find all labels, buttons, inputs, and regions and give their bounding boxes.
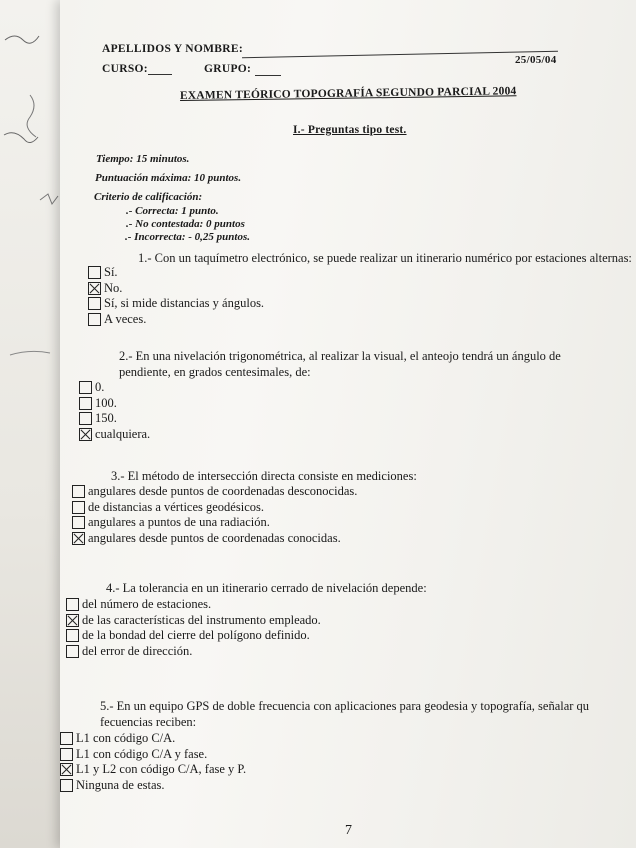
checkbox[interactable] xyxy=(60,748,73,761)
question-2-text-cont: pendiente, en grados centesimales, de: xyxy=(119,365,311,379)
exam-date: 25/05/04 xyxy=(515,54,557,66)
checkbox[interactable] xyxy=(79,381,92,394)
exam-sheet xyxy=(60,0,636,848)
question-1-option-2[interactable]: No. xyxy=(88,281,264,297)
question-5-options xyxy=(60,731,246,793)
course-label: CURSO: xyxy=(102,63,148,75)
checkbox[interactable] xyxy=(79,412,92,425)
checkbox[interactable] xyxy=(72,501,85,514)
checkbox[interactable] xyxy=(66,598,79,611)
checkbox-checked[interactable] xyxy=(72,532,85,545)
criteria-wrong: .- Incorrecta: - 0,25 puntos. xyxy=(125,231,250,243)
question-1-options xyxy=(88,265,264,327)
checkbox-checked[interactable] xyxy=(66,614,79,627)
question-4-option-3[interactable]: de la bondad del cierre del polígono definido. xyxy=(66,628,321,644)
question-5-option-4[interactable]: Ninguna de estas. xyxy=(60,778,246,794)
section-title: I.- Preguntas tipo test. xyxy=(293,124,407,136)
checkbox-checked[interactable] xyxy=(60,763,73,776)
time-limit: Tiempo: 15 minutos. xyxy=(96,153,190,165)
question-1-option-4[interactable]: A veces. xyxy=(88,312,264,328)
question-2-option-2[interactable]: 100. xyxy=(79,396,150,412)
checkbox[interactable] xyxy=(66,629,79,642)
name-line xyxy=(242,51,558,59)
page-number: 7 xyxy=(345,823,352,838)
checkbox[interactable] xyxy=(88,266,101,279)
criteria-blank: .- No contestada: 0 puntos xyxy=(126,218,245,230)
checkbox-checked[interactable] xyxy=(79,428,92,441)
checkbox[interactable] xyxy=(72,516,85,529)
question-5-option-1[interactable]: L1 con código C/A. xyxy=(60,731,246,747)
question-1-text: 1.- Con un taquímetro electrónico, se puede realizar un itinerario numérico por estaciones alternas: xyxy=(138,251,632,265)
question-4-option-1[interactable]: del número de estaciones. xyxy=(66,597,321,613)
question-5-text: 5.- En un equipo GPS de doble frecuencia con aplicaciones para geodesia y topografía, señalar qu xyxy=(100,699,590,713)
question-5-option-2[interactable]: L1 con código C/A y fase. xyxy=(60,747,246,763)
question-5-option-3[interactable]: L1 y L2 con código C/A, fase y P. xyxy=(60,762,246,778)
question-1-option-1[interactable]: Sí. xyxy=(88,265,264,281)
question-3-text: 3.- El método de intersección directa consiste en mediciones: xyxy=(111,469,417,483)
question-2-option-3[interactable]: 150. xyxy=(79,411,150,427)
question-2-text: 2.- En una nivelación trigonométrica, al realizar la visual, el anteojo tendrá un ángulo de xyxy=(119,349,561,363)
question-4-options xyxy=(66,597,321,659)
checkbox[interactable] xyxy=(88,313,101,326)
checkbox[interactable] xyxy=(72,485,85,498)
criteria-correct: .- Correcta: 1 punto. xyxy=(126,205,219,217)
checkbox[interactable] xyxy=(79,397,92,410)
question-3-option-4[interactable]: angulares desde puntos de coordenadas conocidas. xyxy=(72,531,357,547)
question-2-option-4[interactable]: cualquiera. xyxy=(79,427,150,443)
question-3-option-1[interactable]: angulares desde puntos de coordenadas desconocidas. xyxy=(72,484,357,500)
question-2-option-1[interactable]: 0. xyxy=(79,380,150,396)
question-3-option-3[interactable]: angulares a puntos de una radiación. xyxy=(72,515,357,531)
question-4-option-4[interactable]: del error de dirección. xyxy=(66,644,321,660)
question-2-options xyxy=(79,380,150,442)
question-5-text-cont: fecuencias reciben: xyxy=(100,715,197,729)
max-score: Puntuación máxima: 10 puntos. xyxy=(95,172,242,184)
checkbox-checked[interactable] xyxy=(88,282,101,295)
question-4-option-2[interactable]: de las características del instrumento empleado. xyxy=(66,613,321,629)
question-1-option-3[interactable]: Sí, si mide distancias y ángulos. xyxy=(88,296,264,312)
group-label: GRUPO: xyxy=(204,63,252,75)
checkbox[interactable] xyxy=(66,645,79,658)
checkbox[interactable] xyxy=(88,297,101,310)
question-3-option-2[interactable]: de distancias a vértices geodésicos. xyxy=(72,500,357,516)
checkbox[interactable] xyxy=(60,732,73,745)
checkbox[interactable] xyxy=(60,779,73,792)
course-line xyxy=(148,74,172,75)
criteria-title: Criterio de calificación: xyxy=(94,191,203,203)
exam-title: EXAMEN TEÓRICO TOPOGRAFÍA SEGUNDO PARCIAL 2004 xyxy=(179,85,517,102)
name-label: APELLIDOS Y NOMBRE: xyxy=(102,43,243,55)
group-line xyxy=(255,75,281,76)
question-3-options xyxy=(72,484,357,546)
question-4-text: 4.- La tolerancia en un itinerario cerrado de nivelación depende: xyxy=(106,581,427,595)
